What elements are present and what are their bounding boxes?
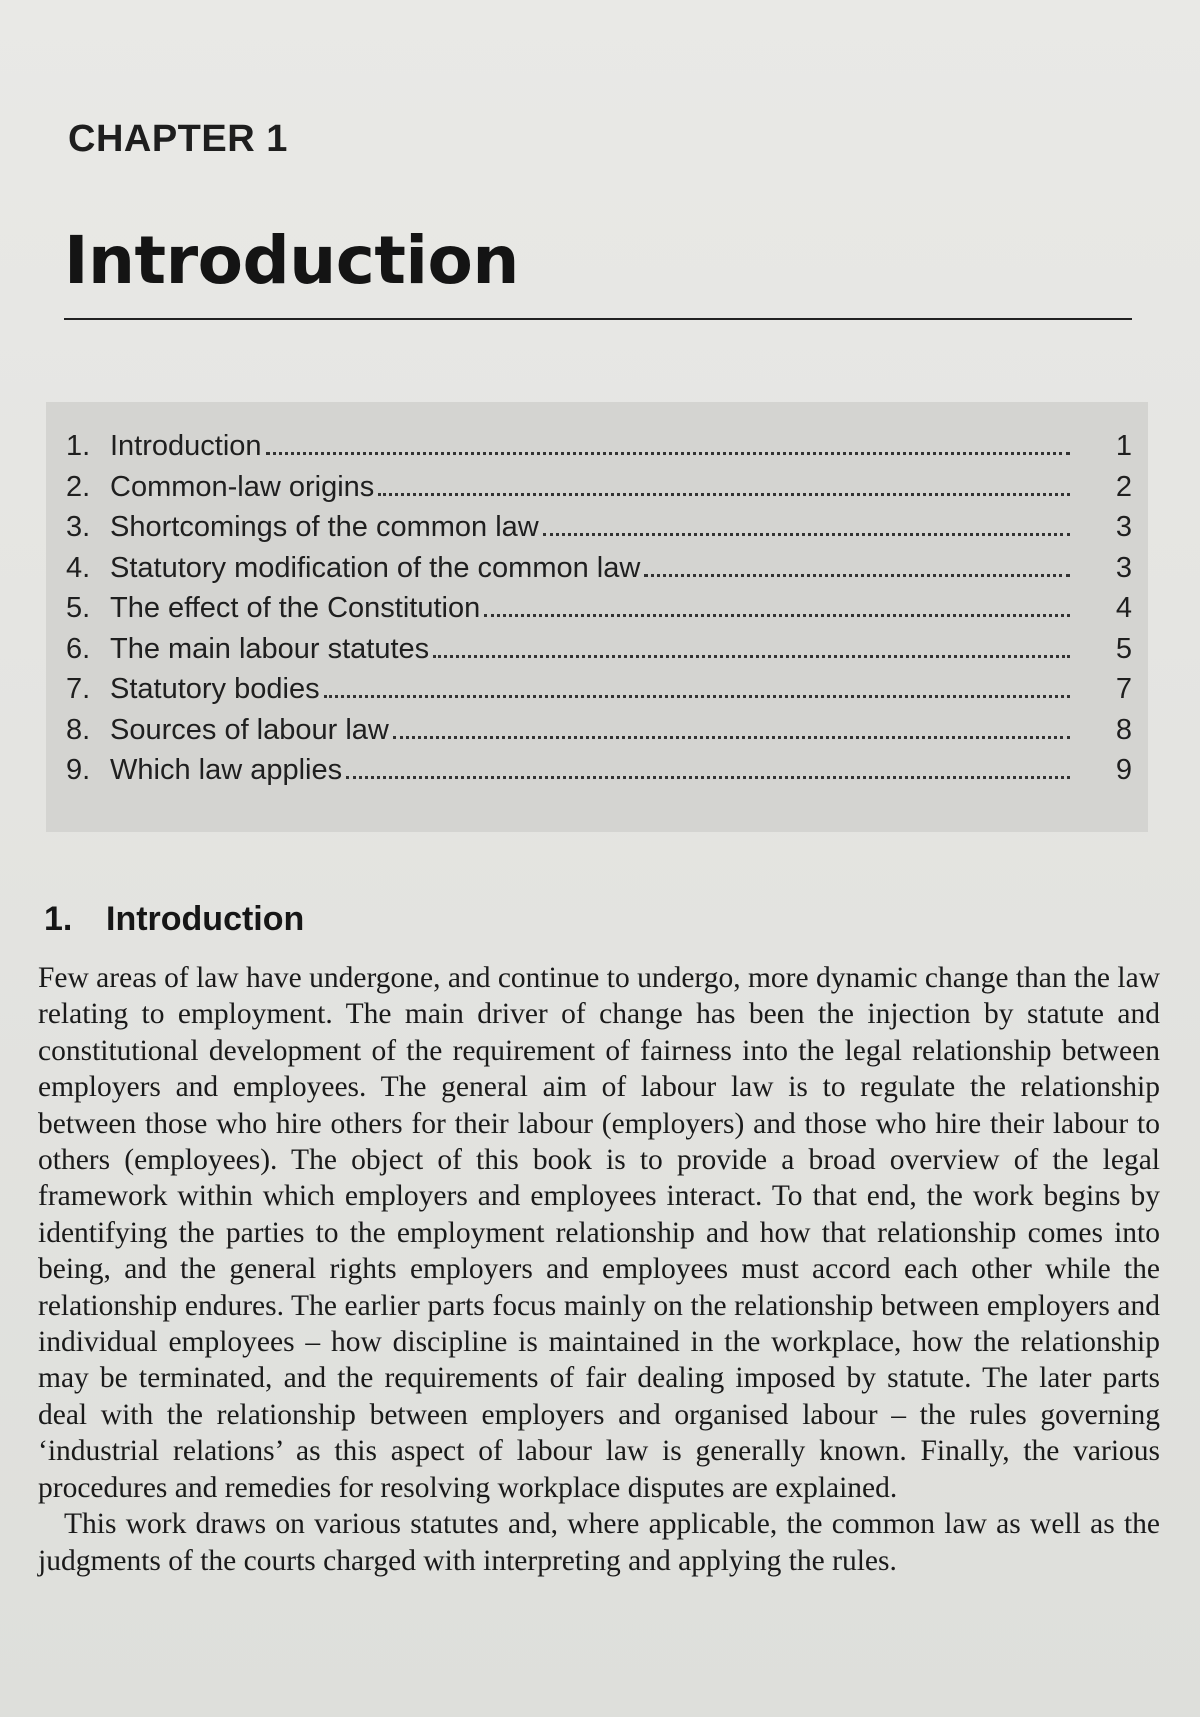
toc-item xyxy=(66,633,1132,674)
section-number: 1. xyxy=(44,900,73,938)
toc-item-title: The effect of the Constitution xyxy=(110,592,481,624)
toc-item-page: 3 xyxy=(1115,511,1132,543)
toc-item-number: 2. xyxy=(66,470,91,503)
toc-item-page: 2 xyxy=(1115,470,1132,503)
toc-leader-dots xyxy=(543,532,1070,536)
toc-item-page: 8 xyxy=(1115,713,1132,746)
toc-item-page: 5 xyxy=(1115,632,1132,665)
section-heading xyxy=(44,900,304,939)
toc-leader-dots xyxy=(644,573,1070,577)
toc-item xyxy=(66,511,1132,552)
section-body xyxy=(38,960,1160,1579)
toc-item-title: The main labour statutes xyxy=(110,632,430,665)
toc-item-number: 3. xyxy=(66,511,91,543)
section-title: Introduction xyxy=(106,900,305,938)
toc-item-number: 8. xyxy=(66,713,91,746)
toc-leader-dots xyxy=(324,694,1070,698)
toc-item-title: Introduction xyxy=(110,430,262,462)
toc-item xyxy=(66,471,1132,512)
toc-item-page: 4 xyxy=(1115,592,1132,624)
toc-item-page: 1 xyxy=(1115,430,1132,462)
chapter-label: CHAPTER 1 xyxy=(68,118,288,160)
toc-item xyxy=(66,552,1132,593)
body-paragraph: This work draws on various statutes and, where applicable, the common law as well as the judgments of the courts charged with interpreting and applying the rules. xyxy=(38,1508,1160,1577)
title-divider xyxy=(64,318,1132,320)
toc-item-title: Statutory bodies xyxy=(110,673,320,705)
toc-leader-dots xyxy=(393,735,1070,739)
toc-item-title: Which law applies xyxy=(110,754,343,786)
toc-item-number: 5. xyxy=(66,592,91,624)
toc-leader-dots xyxy=(346,775,1070,779)
toc-item-number: 9. xyxy=(66,754,91,786)
body-paragraph: Few areas of law have undergone, and continue to undergo, more dynamic change than the law relating to employment. The main driver of change has been the injection by statute and constitutional development of the requirement of fairness into the legal relationship between employers and employees. The general aim of labour law is to regulate the relationship between those who hire others for their labour (employers) and those who hire their labour to others (employees). The object of this book is to provide a broad overview of the legal framework within which employers and employees interact. To that end, the work begins by identifying the parties to the employment relationship and how that relationship comes into being, and the general rights employers and employees must accord each other while the relationship endures. The earlier parts focus mainly on the relationship between employers and individual employees – how discipline is maintained in the workplace, how the relationship may be terminated, and the requirements of fair dealing imposed by statute. The later parts deal with the relationship between employers and organised labour – the rules governing ‘industrial relations’ as this aspect of labour law is generally known. Finally, the various procedures and remedies for resolving workplace disputes are explained. xyxy=(38,962,1160,1504)
toc-item-title: Sources of labour law xyxy=(110,713,389,746)
toc-item xyxy=(66,592,1132,633)
toc-item-page: 7 xyxy=(1115,673,1132,705)
toc-leader-dots xyxy=(484,613,1070,617)
toc-item-title: Common-law origins xyxy=(110,470,375,503)
toc-leader-dots xyxy=(266,451,1070,455)
toc-item xyxy=(66,673,1132,714)
toc-item-number: 4. xyxy=(66,551,91,584)
chapter-title: Introduction xyxy=(64,222,519,299)
toc-item-page: 3 xyxy=(1115,551,1132,584)
toc-item xyxy=(66,714,1132,755)
toc-leader-dots xyxy=(433,654,1070,658)
toc-item-number: 6. xyxy=(66,632,91,665)
toc-item-title: Shortcomings of the common law xyxy=(110,511,539,543)
table-of-contents xyxy=(66,430,1132,795)
toc-leader-dots xyxy=(378,492,1070,496)
toc-item-title: Statutory modification of the common law xyxy=(110,551,641,584)
toc-item-number: 7. xyxy=(66,673,91,705)
toc-item-page: 9 xyxy=(1115,754,1132,786)
toc-item xyxy=(66,754,1132,795)
toc-item-number: 1. xyxy=(66,430,91,462)
toc-item xyxy=(66,430,1132,471)
